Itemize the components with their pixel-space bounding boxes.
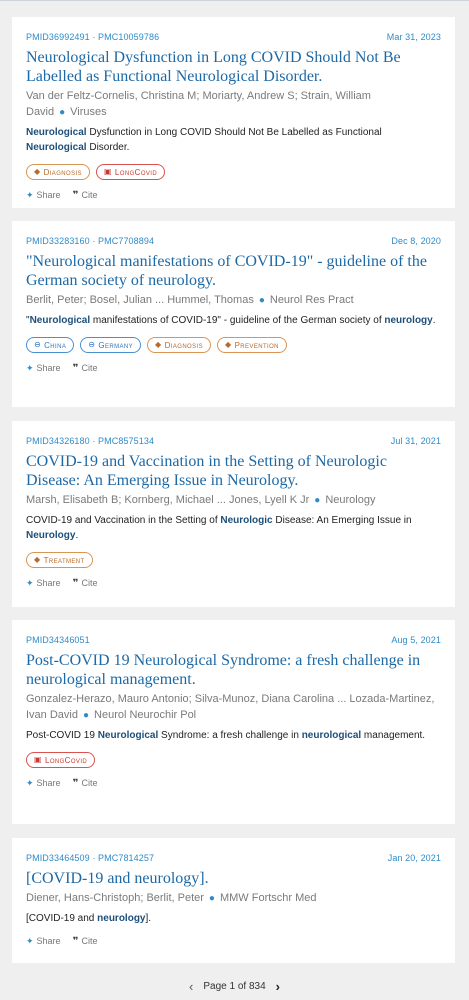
article-date: Jul 31, 2021 (390, 436, 441, 446)
article-meta (26, 634, 441, 646)
article-snippet (26, 728, 441, 743)
chevron-right-icon[interactable]: › (275, 978, 280, 994)
chevron-left-icon[interactable]: ‹ (189, 978, 194, 994)
copy-icon: ▣ (34, 755, 42, 764)
article-ids[interactable]: PMID33283160 · PMC7708894 (26, 236, 155, 246)
highlight-term: Neurological (26, 142, 87, 153)
snippet-text: . (75, 530, 79, 541)
tag-label: LongCovid (44, 755, 88, 765)
page-indicator: Page 1 of 834 (203, 980, 266, 992)
article-actions (26, 935, 441, 947)
journal-name: Neurology (325, 494, 376, 506)
cite-label: Cite (81, 936, 98, 946)
tag-list (26, 164, 441, 180)
journal-name: Viruses (70, 106, 107, 118)
highlight-term: neurological (301, 730, 362, 741)
tag-label: Treatment (43, 555, 85, 565)
cite-label: Cite (81, 363, 98, 373)
article-card (12, 17, 455, 208)
article-snippet (26, 313, 441, 328)
author-list: Gonzalez-Herazo, Mauro Antonio; Silva-Munoz, Diana Carolina ... Lozada-Martinez, Ivan David (26, 693, 435, 721)
article-card (12, 620, 455, 824)
separator-dot: ● (59, 107, 66, 118)
cite-button[interactable] (73, 363, 98, 374)
article-title[interactable]: Post-COVID 19 Neurological Syndrome: a fresh challenge in neurological management. (26, 652, 421, 688)
globe-icon: ⊖ (88, 340, 96, 349)
copy-icon: ▣ (103, 167, 112, 176)
tag-prevention[interactable] (217, 337, 287, 353)
tag-label: LongCovid (114, 167, 158, 177)
tag-label: China (44, 340, 67, 350)
article-title[interactable]: COVID-19 and Vaccination in the Setting of Neurologic Disease: An Emerging Issue in Neurology. (26, 453, 387, 489)
share-label: Share (36, 190, 61, 200)
article-authors (26, 492, 441, 509)
tag-icon: ◆ (34, 555, 41, 564)
share-label: Share (36, 363, 61, 373)
tag-icon: ◆ (225, 340, 232, 349)
snippet-text: ]. (145, 913, 152, 924)
twitter-icon: ✦ (26, 777, 34, 788)
share-label: Share (36, 578, 61, 588)
article-authors (26, 292, 441, 309)
cite-button[interactable] (73, 190, 98, 201)
globe-icon: ⊖ (34, 340, 42, 349)
snippet-text: Disease: An Emerging Issue in (272, 515, 412, 526)
tag-label: Diagnosis (43, 167, 82, 177)
journal-name: MMW Fortschr Med (219, 892, 317, 904)
article-ids[interactable]: PMID36992491 · PMC10059786 (26, 32, 160, 42)
twitter-icon: ✦ (26, 935, 34, 946)
article-meta (26, 31, 441, 43)
share-button[interactable] (26, 363, 61, 374)
article-meta (26, 852, 441, 864)
article-authors (26, 691, 441, 724)
article-ids[interactable]: PMID34346051 (26, 635, 90, 645)
share-button[interactable] (26, 190, 61, 201)
article-actions (26, 189, 441, 201)
article-date: Dec 8, 2020 (391, 236, 441, 246)
author-list: Van der Feltz-Cornelis, Christina M; Moriarty, Andrew S; Strain, William David (26, 90, 371, 118)
share-button[interactable] (26, 936, 61, 947)
twitter-icon: ✦ (26, 577, 34, 588)
snippet-text: " (26, 315, 30, 326)
separator-dot: ● (82, 710, 90, 721)
quote-icon: ❞ (72, 577, 79, 589)
cite-button[interactable] (73, 778, 98, 789)
highlight-term: neurology (384, 315, 433, 326)
quote-icon: ❞ (72, 777, 79, 789)
tag-diagnosis[interactable] (147, 337, 211, 353)
tag-longcovid[interactable] (96, 164, 165, 180)
snippet-text: COVID-19 and Vaccination in the Setting of (26, 515, 221, 526)
article-card (12, 421, 455, 607)
highlight-term: Neurologic (220, 515, 273, 526)
share-label: Share (36, 936, 61, 946)
tag-list (26, 552, 441, 568)
article-date: Mar 31, 2023 (386, 32, 441, 42)
tag-label: Prevention (234, 340, 279, 350)
highlight-term: Neurology (26, 530, 76, 541)
separator-dot: ● (314, 495, 321, 506)
tag-longcovid[interactable] (26, 752, 95, 768)
author-list: Marsh, Elisabeth B; Kornberg, Michael ... Jones, Lyell K Jr (26, 494, 310, 506)
cite-label: Cite (81, 778, 98, 788)
author-list: Diener, Hans-Christoph; Berlit, Peter (26, 892, 204, 904)
tag-diagnosis[interactable] (26, 164, 90, 180)
quote-icon: ❞ (72, 362, 79, 374)
tag-treatment[interactable] (26, 552, 93, 568)
share-label: Share (36, 778, 61, 788)
tag-china[interactable] (26, 337, 74, 353)
tag-icon: ◆ (155, 340, 162, 349)
article-meta (26, 235, 441, 247)
article-card (12, 221, 455, 407)
highlight-term: Neurological (97, 730, 159, 741)
article-actions (26, 777, 441, 789)
snippet-text: management. (361, 730, 426, 741)
article-title[interactable]: [COVID-19 and neurology]. (26, 870, 209, 887)
tag-icon: ◆ (34, 167, 41, 176)
tag-label: Diagnosis (164, 340, 203, 350)
snippet-text: Disorder. (86, 142, 130, 153)
article-actions (26, 362, 441, 374)
share-button[interactable] (26, 578, 61, 589)
cite-label: Cite (81, 578, 98, 588)
cite-button[interactable] (73, 578, 98, 589)
snippet-text: Post-COVID 19 (26, 730, 98, 741)
article-meta (26, 435, 441, 447)
tag-list (26, 337, 441, 353)
highlight-term: Neurological (29, 315, 91, 326)
pagination (0, 978, 469, 994)
tag-germany[interactable] (80, 337, 141, 353)
article-title[interactable]: "Neurological manifestations of COVID-19" - guideline of the German society of neurology. (26, 253, 427, 289)
article-actions (26, 577, 441, 589)
twitter-icon: ✦ (26, 189, 34, 200)
article-ids[interactable]: PMID34326180 · PMC8575134 (26, 436, 155, 446)
twitter-icon: ✦ (26, 362, 34, 373)
highlight-term: neurology (97, 913, 146, 924)
separator-dot: ● (258, 295, 265, 306)
article-ids[interactable]: PMID33464509 · PMC7814257 (26, 853, 155, 863)
article-card (12, 838, 455, 963)
author-list: Berlit, Peter; Bosel, Julian ... Hummel, Thomas (26, 294, 254, 306)
snippet-text: . (432, 315, 436, 326)
cite-button[interactable] (73, 936, 98, 947)
snippet-text: [COVID-19 and (26, 913, 98, 924)
article-snippet (26, 513, 441, 543)
article-date: Jan 20, 2021 (387, 853, 441, 863)
tag-label: Germany (98, 340, 134, 350)
journal-name: Neurol Res Pract (269, 294, 354, 306)
article-snippet (26, 911, 441, 926)
separator-dot: ● (208, 893, 215, 904)
article-date: Aug 5, 2021 (391, 635, 441, 645)
article-snippet (26, 125, 441, 155)
article-authors (26, 88, 441, 121)
cite-label: Cite (81, 190, 98, 200)
highlight-term: Neurological (26, 127, 87, 138)
snippet-text: Syndrome: a fresh challenge in (158, 730, 302, 741)
quote-icon: ❞ (72, 189, 79, 201)
quote-icon: ❞ (72, 935, 79, 947)
article-title[interactable]: Neurological Dysfunction in Long COVID Should Not Be Labelled as Functional Neurological Disorder. (26, 49, 401, 85)
tag-list (26, 752, 441, 768)
top-divider (0, 0, 469, 1)
snippet-text: Dysfunction in Long COVID Should Not Be Labelled as Functional (86, 127, 382, 138)
snippet-text: manifestations of COVID-19" - guideline of the German society of (90, 315, 385, 326)
article-authors (26, 890, 441, 907)
journal-name: Neurol Neurochir Pol (94, 709, 197, 721)
share-button[interactable] (26, 778, 61, 789)
